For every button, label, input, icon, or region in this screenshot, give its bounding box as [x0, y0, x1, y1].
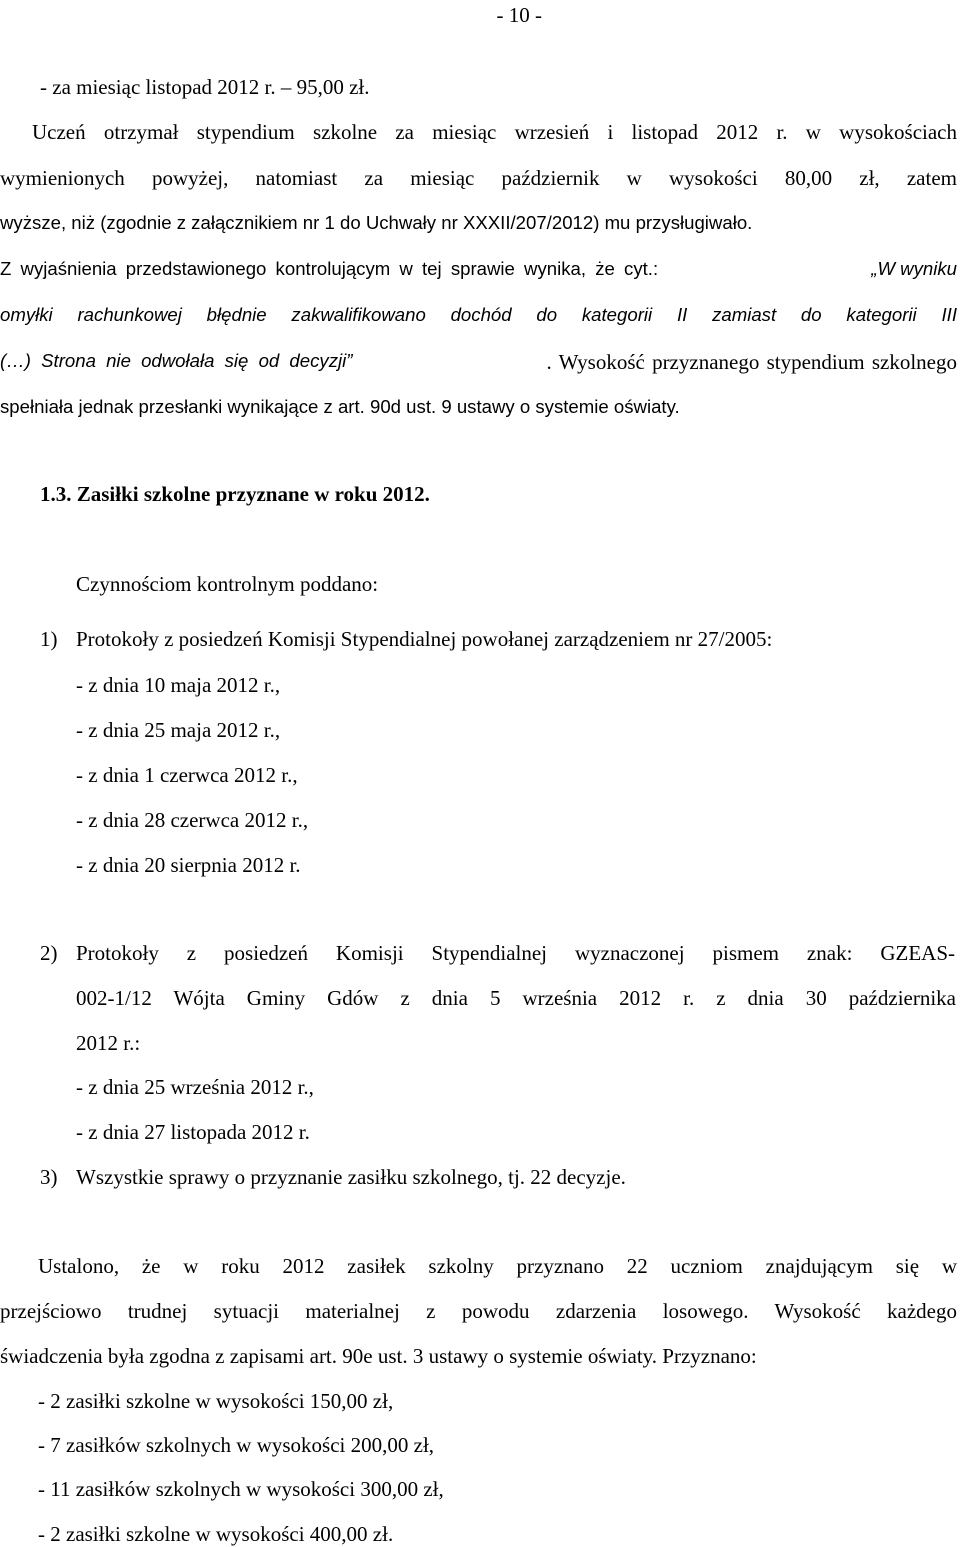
page-number: - 10 -: [496, 3, 542, 27]
allowance-item: - 7 zasiłków szkolnych w wysokości 200,00 zł,: [38, 1433, 435, 1457]
item-2-date: - z dnia 25 września 2012 r.,: [76, 1075, 314, 1099]
item-1-date: - z dnia 25 maja 2012 r.,: [76, 718, 281, 742]
item-2-line-3: 2012 r.:: [76, 1031, 141, 1055]
item-3-number: 3): [40, 1165, 58, 1189]
item-1-date: - z dnia 1 czerwca 2012 r.,: [76, 763, 298, 787]
item-2-date: - z dnia 27 listopada 2012 r.: [76, 1120, 310, 1144]
item-1-date: - z dnia 28 czerwca 2012 r.,: [76, 808, 309, 832]
findings-line-3: świadczenia była zgodna z zapisami art. 90e ust. 3 ustawy o systemie oświaty. Przyznano:: [0, 1344, 757, 1368]
intro-line-1: - za miesiąc listopad 2012 r. – 95,00 zł.: [40, 75, 370, 99]
intro-line-2: Uczeń otrzymał stypendium szkolne za miesiąc wrzesień i listopad 2012 r. w wysokościach: [32, 120, 957, 144]
intro-line-4: wyższe, niż (zgodnie z załącznikiem nr 1 do Uchwały nr XXXII/207/2012) mu przysługiwało.: [0, 212, 753, 233]
allowance-item: - 2 zasiłki szkolne w wysokości 150,00 zł,: [38, 1389, 394, 1413]
intro-line-8: spełniała jednak przesłanki wynikające z art. 90d ust. 9 ustawy o systemie oświaty.: [0, 396, 680, 417]
item-2-number: 2): [40, 941, 58, 965]
intro-line-3: wymienionych powyżej, natomiast za miesiąc październik w wysokości 80,00 zł, zatem: [0, 166, 957, 190]
intro-quote-start: „W wyniku: [871, 258, 957, 279]
findings-line-2: przejściowo trudnej sytuacji materialnej z powodu zdarzenia losowego. Wysokość każdego: [0, 1299, 957, 1323]
intro-line-6: omyłki rachunkowej błędnie zakwalifikowano dochód do kategorii II zamiast do kategorii III: [0, 304, 957, 325]
section-lead: Czynnościom kontrolnym poddano:: [76, 572, 379, 596]
intro-line-5: [0, 260, 957, 279]
item-3-text: Wszystkie sprawy o przyznanie zasiłku szkolnego, tj. 22 decyzje.: [76, 1165, 626, 1189]
intro-line-7-text: . Wysokość przyznanego stypendium szkolnego: [546, 350, 957, 374]
item-1-number: 1): [40, 627, 58, 651]
findings-line-1: Ustalono, że w roku 2012 zasiłek szkolny przyznano 22 uczniom znajdującym się w: [38, 1254, 957, 1278]
item-2-line-1: Protokoły z posiedzeń Komisji Stypendialnej wyznaczonej pismem znak: GZEAS-: [76, 941, 955, 965]
item-1-date: - z dnia 20 sierpnia 2012 r.: [76, 853, 301, 877]
intro-line-5-text: Z wyjaśnienia przedstawionego kontrolującym w tej sprawie wynika, że cyt.:: [0, 258, 659, 279]
item-1-date: - z dnia 10 maja 2012 r.,: [76, 673, 281, 697]
intro-quote-end: (…) Strona nie odwołała się od decyzji”: [0, 350, 353, 371]
item-1-text: Protokoły z posiedzeń Komisji Stypendialnej powołanej zarządzeniem nr 27/2005:: [76, 627, 773, 651]
intro-line-7: [0, 352, 957, 373]
section-heading: 1.3. Zasiłki szkolne przyznane w roku 2012.: [40, 482, 430, 506]
allowance-item: - 2 zasiłki szkolne w wysokości 400,00 zł.: [38, 1522, 394, 1546]
allowance-item: - 11 zasiłków szkolnych w wysokości 300,00 zł,: [38, 1477, 444, 1501]
item-2-line-2: 002-1/12 Wójta Gminy Gdów z dnia 5 września 2012 r. z dnia 30 października: [76, 986, 956, 1010]
